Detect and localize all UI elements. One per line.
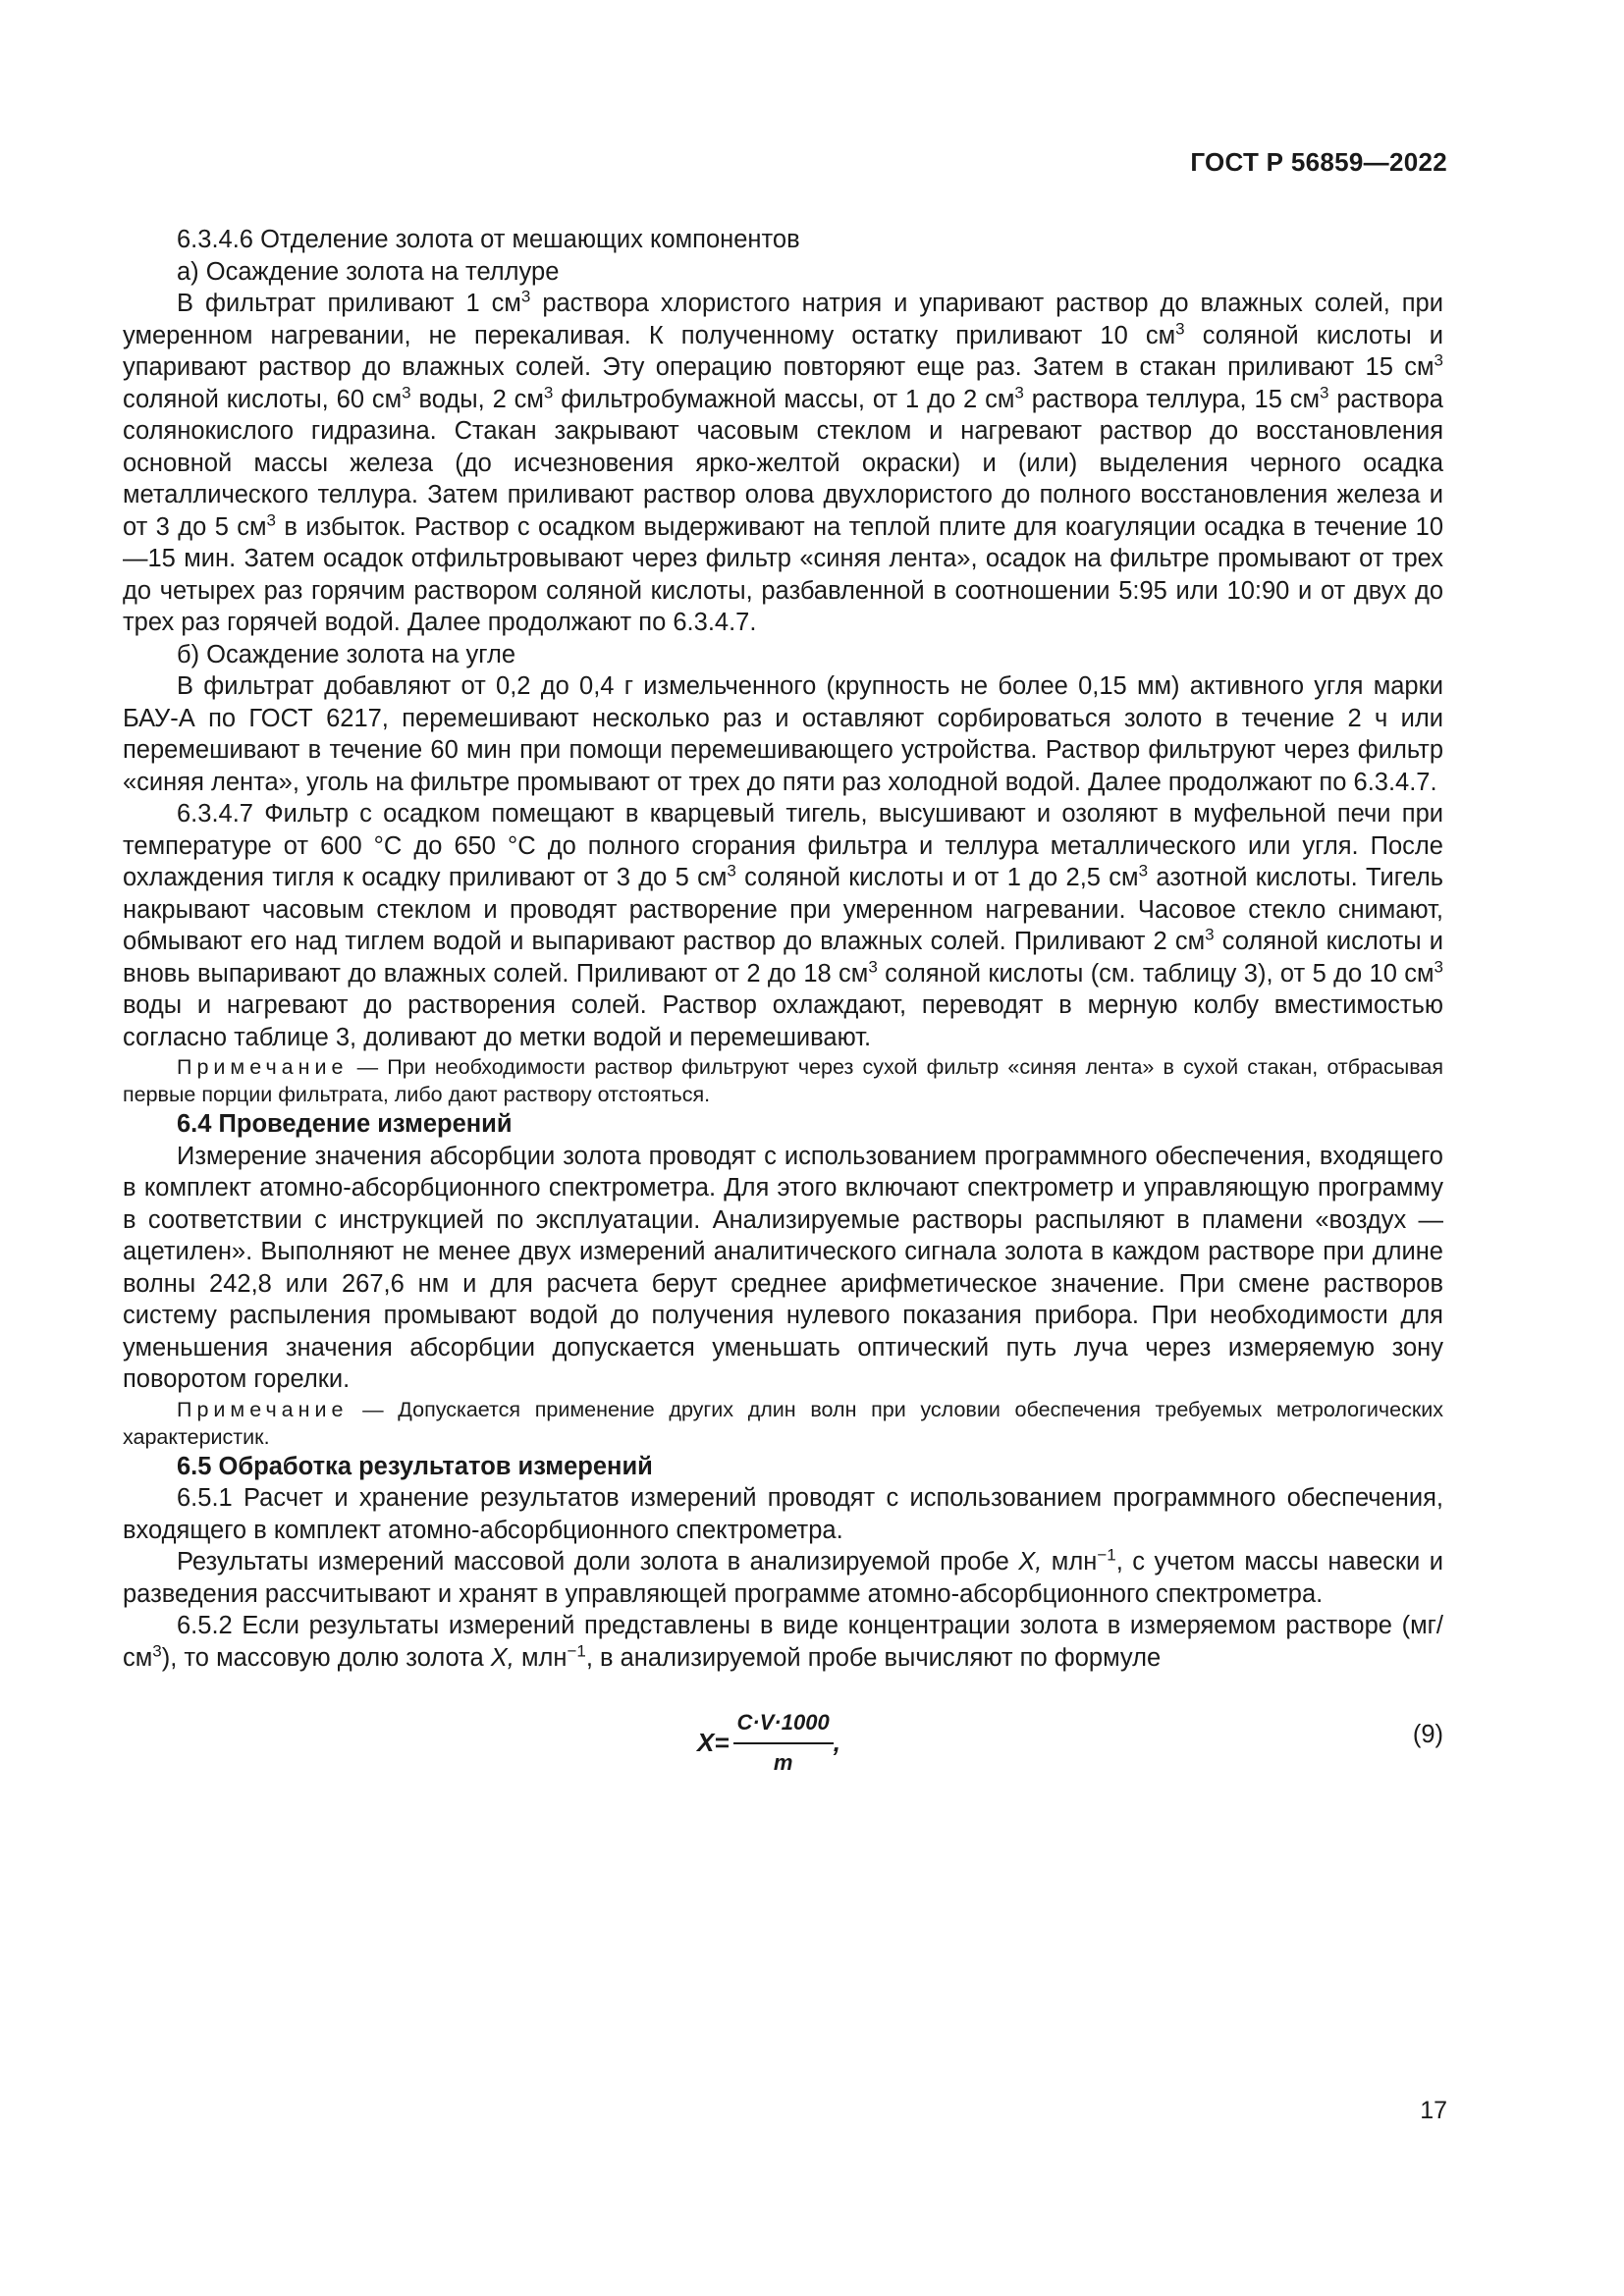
note-2: Примечание — Допускается применение других длин волн при условии обеспечения требуемых метрологических характеристик. [123,1397,1443,1449]
subsection-a-paragraph: В фильтрат приливают 1 $см^3$ раствора хлористого натрия и упаривают раствор до влажных солей, при умеренном нагревании, не перекаливая. К полученному остатку приливают 10 $см^3$ соляной кислоты и упаривают раствор до влажных солей. Эту операцию повторяют еще раз. Затем в стакан приливают 15 $см^3$ соляной кислоты, 60 $см^3$ воды, 2 $см^3$ фильтробумажной массы, от 1 до 2 $см^3$ раствора теллура, 15 $см^3$ раствора солянокислого гидразина. Стакан закрывают часовым стеклом и нагревают раствор до восстановления основной массы железа (до исчезновения ярко-желтой окраски) и (или) выделения черного осадка металлического теллура. Затем приливают раствор олова двухлористого до полного восстановления железа и от 3 до 5 $см^3$ в избыток. Раствор с осадком выдерживают на теплой плите для коагуляции осадка в течение 10—15 мин. Затем осадок отфильтровывают через фильтр «синяя лента», осадок на фильтре промывают от трех до четырех раз горячим раствором соляной кислоты, разбавленной в соотношении 5:95 или 10:90 и от двух до трех раз горячей водой. Далее продолжают по 6.3.4.7. [123,287,1444,636]
subsection-b-paragraph: В фильтрат добавляют от 0,2 до 0,4 г измельченного (крупность не более 0,15 мм) активного угля марки БАУ-А по ГОСТ 6217, перемешивают несколько раз и оставляют сорбироваться золото в течение 2 ч или перемешивают в течение 60 мин при помощи перемешивающего устройства. Раствор фильтруют через фильтр «синяя лента», уголь на фильтре промывают от трех до пяти раз холодной водой. Далее продолжают по 6.3.4.7. [123,672,1443,796]
formula-fraction [733,1707,834,1779]
note-label: Примечание [177,1397,349,1421]
section-6-3-4-6-title: 6.3.4.6 Отделение золота от мешающих компонентов [177,226,800,253]
section-6-5-1-results-paragraph: Результаты измерений массовой доли золота в анализируемой пробе X, млн$^{-1}$, с учетом массы навески и разведения рассчитывают и хранят в управляющей программе атомно-абсорбционного спектрометра. [123,1545,1443,1608]
section-6-3-4-7-paragraph: 6.3.4.7 Фильтр с осадком помещают в кварцевый тигель, высушивают и озоляют в муфельной печи при температуре от 600 °С до 650 °С до полного сгорания фильтра и теллура металлического или угля. После охлаждения тигля к осадку приливают от 3 до 5 $см^3$ соляной кислоты и от 1 до 2,5 $см^3$ азотной кислоты. Тигель накрывают часовым стеклом и проводят растворение при умеренном нагревании. Часовое стекло снимают, обмывают его над тиглем водой и выпаривают раствор до влажных солей. Приливают 2 $см^3$ соляной кислоты и вновь выпаривают до влажных солей. Приливают от 2 до 18 $см^3$ соляной кислоты (см. таблицу 3), от 5 до 10 $см^3$ воды и нагревают до растворения солей. Раствор охлаждают, переводят в мерную колбу вместимостью согласно таблице 3, доливают до метки водой и перемешивают. [123,800,1444,1051]
section-6-4-paragraph: Измерение значения абсорбции золота проводят с использованием программного обеспечения, входящего в комплект атомно-абсорбционного спектрометра. Для этого включают спектрометр и управляющую программу в соответствии с инструкцией по эксплуатации. Анализируемые растворы распыляют в пламени «воздух — ацетилен». Выполняют не менее двух измерений аналитического сигнала золота в каждом растворе при длине волны 242,8 или 267,6 нм и для расчета берут среднее арифметическое значение. При смене растворов систему распыления промывают водой до получения нулевого показания прибора. При необходимости для уменьшения значения абсорбции допускается уменьшать оптический путь луча через измеряемую зону поворотом горелки. [123,1142,1443,1393]
note-1: Примечание — При необходимости раствор фильтруют через сухой фильтр «синяя лента» в сухой стакан, отбрасывая первые порции фильтрата, либо дают раствору отстояться. [123,1055,1443,1106]
formula-expression [697,1707,840,1779]
subsection-a-title: а) Осаждение золота на теллуре [177,257,560,286]
heading-6-4: 6.4 Проведение измерений [177,1110,513,1138]
section-6-5-2-paragraph: 6.5.2 Если результаты измерений представлены в виде концентрации золота в измеряемом растворе $(мг/см^3)$, то массовую долю золота X, млн$^{-1}$, в анализируемой пробе вычисляют по формуле [123,1612,1443,1672]
formula-tail: , [833,1728,840,1758]
note-label: Примечание [177,1055,349,1079]
formula-number: (9) [1412,1721,1443,1748]
formula-numerator: C·V·1000 [733,1707,834,1744]
formula-9 [123,1697,1443,1776]
section-6-5-1-paragraph: 6.5.1 Расчет и хранение результатов измерений проводят с использованием программного обеспечения, входящего в комплект атомно-абсорбционного спектрометра. [123,1484,1443,1544]
document-header: ГОСТ Р 56859—2022 [1190,147,1447,177]
page-number: 17 [1420,2097,1447,2124]
formula-lhs: X= [697,1728,730,1758]
formula-denominator: m [773,1749,793,1775]
subsection-b-title: б) Осаждение золота на угле [177,640,516,668]
document-body [123,224,1443,1776]
heading-6-5: 6.5 Обработка результатов измерений [177,1452,653,1480]
